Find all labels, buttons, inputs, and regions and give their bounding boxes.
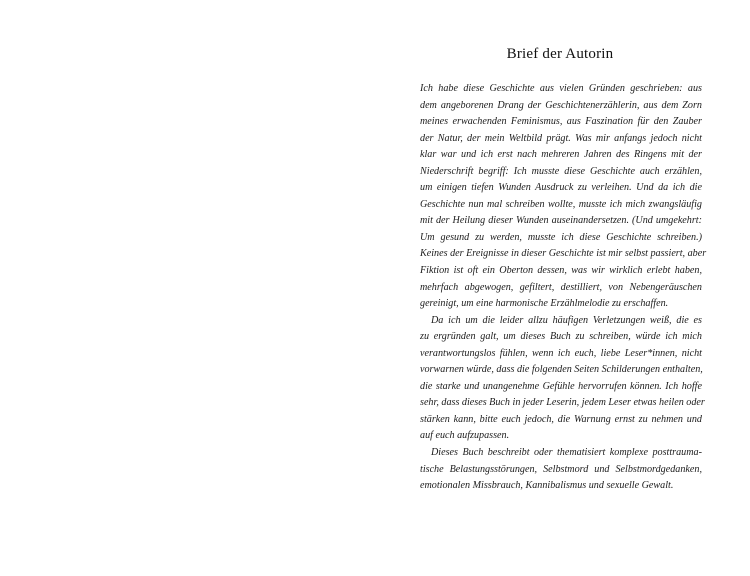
text-line: die starke und unangenehme Gefühle hervorrufen können. Ich hoffe	[420, 380, 702, 392]
text-line: mehrfach abgewogen, gefiltert, destilliert, von Nebengeräuschen	[420, 281, 702, 293]
text-line: emotionalen Missbrauch, Kannibalismus und sexuelle Gewalt.	[420, 480, 674, 492]
text-line: meines erwachenden Feminismus, aus Faszination für den Zauber	[420, 116, 702, 128]
text-line: stärken kann, bitte euch jedoch, die Warnung ernst zu nehmen und	[420, 413, 702, 425]
text-line: Fiktion ist oft ein Oberton dessen, was wir wirklich erlebt haben,	[420, 265, 702, 277]
text-line: klar war und ich erst nach mehreren Jahren des Ringens mit der	[420, 149, 702, 161]
text-line: zu ergründen galt, um dieses Buch zu schreiben, würde ich mich	[420, 331, 702, 343]
text-line: Geschichte nun mal schreiben wollte, musste ich mich zwangsläufig	[420, 198, 702, 210]
text-line: dem angeborenen Drang der Geschichtenerzählerin, aus dem Zorn	[420, 99, 702, 111]
page-title: Brief der Autorin	[506, 46, 614, 63]
text-line: der Natur, der mein Weltbild prägt. Was mir anfangs jedoch nicht	[420, 132, 702, 144]
text-line: Da ich um die leider allzu häufigen Verletzungen weiß, die es	[431, 314, 702, 326]
text-line: mit der Heilung dieser Wunden auseinandersetzen. (Und umgekehrt:	[420, 215, 702, 227]
text-line: sehr, dass dieses Buch in jeder Leserin, jedem Leser etwas heilen oder	[420, 397, 705, 409]
text-line: Dieses Buch beschreibt oder thematisiert komplexe posttrauma-	[431, 447, 702, 459]
text-line: Ich habe diese Geschichte aus vielen Gründen geschrieben: aus	[420, 83, 702, 94]
text-line: verantwortungslos fühlen, wenn ich euch, liebe Leser*innen, nicht	[420, 347, 702, 359]
letter-body	[420, 81, 707, 495]
text-line: gereinigt, um eine harmonische Erzählmelodie zu erschaffen.	[420, 298, 669, 310]
text-line: Um gesund zu werden, musste ich diese Geschichte schreiben.)	[420, 231, 702, 243]
text-line: vorwarnen würde, dass die folgenden Seiten Schilderungen enthalten,	[420, 364, 703, 376]
text-line: Keines der Ereignisse in dieser Geschichte ist mir selbst passiert, aber	[420, 248, 707, 260]
text-line: auf euch aufzupassen.	[420, 430, 510, 442]
text-line: tische Belastungsstörungen, Selbstmord und Selbstmordgedanken,	[420, 463, 702, 475]
text-line: um einigen tiefen Wunden Ausdruck zu verleihen. Und da ich die	[420, 182, 702, 194]
text-line: Niederschrift begriff: Ich musste diese Geschichte auch erzählen,	[420, 165, 702, 177]
